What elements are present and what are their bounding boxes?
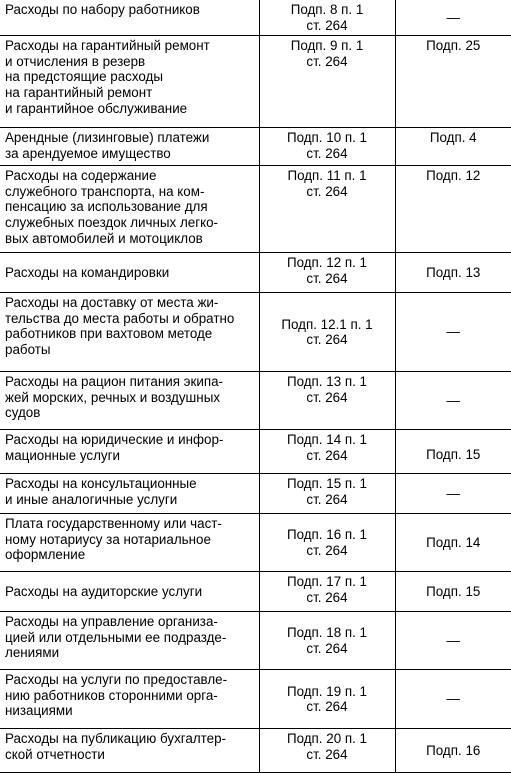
reference-subparagraph: Подп. 15 bbox=[395, 572, 511, 612]
expense-description: Расходы на консультационные и иные аналогичные услуги bbox=[0, 474, 259, 514]
table-row bbox=[0, 36, 511, 128]
table-row bbox=[0, 166, 511, 253]
expense-description: Расходы на содержание служебного транспорта, на ком- пенсацию за использование для служебных поездок личных легко- вых автомобилей и мотоциклов bbox=[0, 166, 259, 253]
reference-subparagraph: — bbox=[395, 474, 511, 514]
reference-subparagraph: — bbox=[395, 0, 511, 36]
tax-code-article: Подп. 20 п. 1 ст. 264 bbox=[259, 729, 395, 773]
expense-description: Расходы на командировки bbox=[0, 253, 259, 293]
table-row bbox=[0, 572, 511, 612]
reference-subparagraph: — bbox=[395, 372, 511, 430]
table-row bbox=[0, 372, 511, 430]
tax-code-article: Подп. 12 п. 1 ст. 264 bbox=[259, 253, 395, 293]
tax-code-article: Подп. 11 п. 1 ст. 264 bbox=[259, 166, 395, 253]
table-row bbox=[0, 729, 511, 773]
table-row bbox=[0, 514, 511, 572]
expense-description: Расходы на гарантийный ремонт и отчисления в резерв на предстоящие расходы на гарантийный ремонт и гарантийное обслуживание bbox=[0, 36, 259, 128]
table-row bbox=[0, 474, 511, 514]
tax-code-article: Подп. 8 п. 1 ст. 264 bbox=[259, 0, 395, 36]
expense-description: Расходы на рацион питания экипа- жей морских, речных и воздушных судов bbox=[0, 372, 259, 430]
tax-code-article: Подп. 10 п. 1 ст. 264 bbox=[259, 128, 395, 166]
table-row bbox=[0, 0, 511, 36]
table-row bbox=[0, 128, 511, 166]
expense-description: Расходы на юридические и инфор- мационные услуги bbox=[0, 430, 259, 474]
expense-description: Плата государственному или част- ному нотариусу за нотариальное оформление bbox=[0, 514, 259, 572]
table-row bbox=[0, 253, 511, 293]
expense-description: Расходы на аудиторские услуги bbox=[0, 572, 259, 612]
tax-code-article: Подп. 9 п. 1 ст. 264 bbox=[259, 36, 395, 128]
reference-subparagraph: — bbox=[395, 670, 511, 729]
expense-description: Расходы по набору работников bbox=[0, 0, 259, 36]
tax-code-article: Подп. 18 п. 1 ст. 264 bbox=[259, 612, 395, 670]
reference-subparagraph: Подп. 15 bbox=[395, 430, 511, 474]
reference-subparagraph: Подп. 16 bbox=[395, 729, 511, 773]
table-row bbox=[0, 430, 511, 474]
reference-subparagraph: — bbox=[395, 612, 511, 670]
table-row bbox=[0, 293, 511, 372]
tax-code-article: Подп. 17 п. 1 ст. 264 bbox=[259, 572, 395, 612]
table-row bbox=[0, 670, 511, 729]
expense-description: Расходы на управление организа- цией или отдельными ее подразде- лениями bbox=[0, 612, 259, 670]
tax-code-article: Подп. 13 п. 1 ст. 264 bbox=[259, 372, 395, 430]
expense-description: Расходы на доставку от места жи- тельства до места работы и обратно работников при вахтовом методе работы bbox=[0, 293, 259, 372]
expense-description: Расходы на услуги по предоставле- нию работников сторонними орга- низациями bbox=[0, 670, 259, 729]
tax-code-article: Подп. 15 п. 1 ст. 264 bbox=[259, 474, 395, 514]
reference-subparagraph: — bbox=[395, 293, 511, 372]
tax-code-article: Подп. 12.1 п. 1 ст. 264 bbox=[259, 293, 395, 372]
tax-code-article: Подп. 14 п. 1 ст. 264 bbox=[259, 430, 395, 474]
tax-code-article: Подп. 19 п. 1 ст. 264 bbox=[259, 670, 395, 729]
reference-subparagraph: Подп. 14 bbox=[395, 514, 511, 572]
reference-subparagraph: Подп. 4 bbox=[395, 128, 511, 166]
reference-subparagraph: Подп. 12 bbox=[395, 166, 511, 253]
reference-subparagraph: Подп. 13 bbox=[395, 253, 511, 293]
table-row bbox=[0, 612, 511, 670]
expense-description: Арендные (лизинговые) платежи за арендуемое имущество bbox=[0, 128, 259, 166]
tax-code-article: Подп. 16 п. 1 ст. 264 bbox=[259, 514, 395, 572]
reference-subparagraph: Подп. 25 bbox=[395, 36, 511, 128]
expense-description: Расходы на публикацию бухгалтер- ской отчетности bbox=[0, 729, 259, 773]
